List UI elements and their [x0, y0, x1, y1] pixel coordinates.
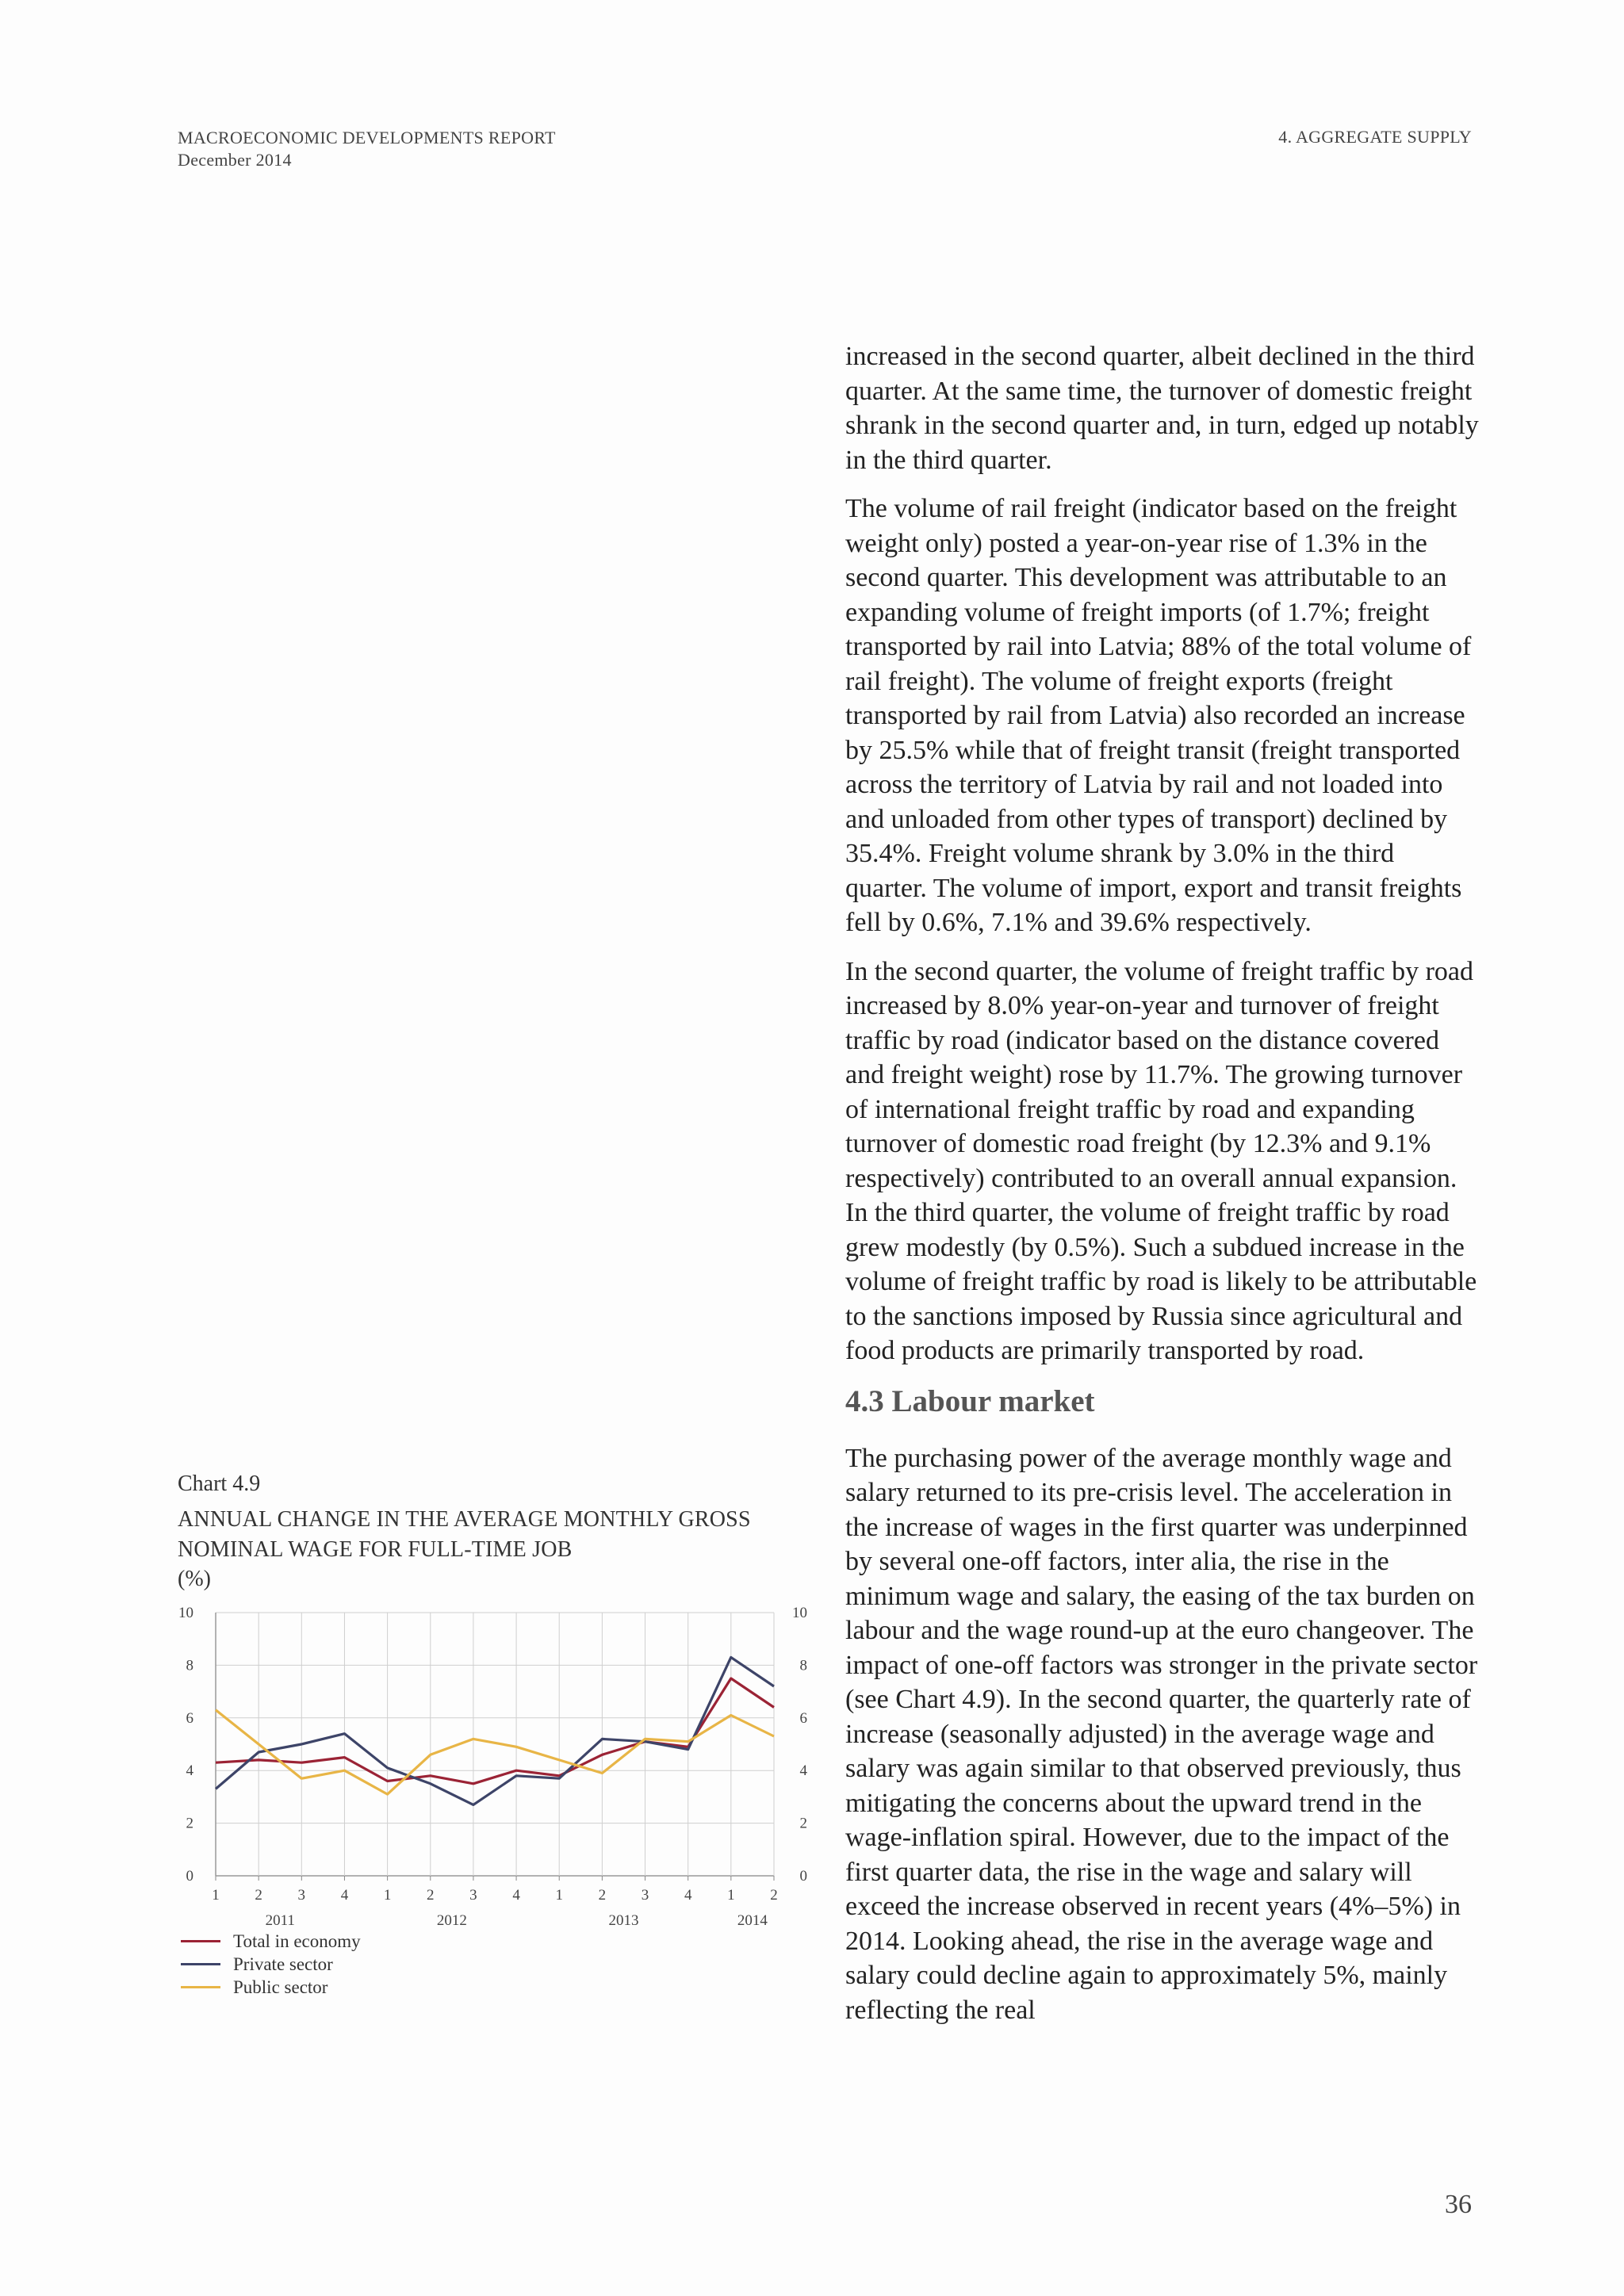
y-tick-label-left: 0	[186, 1868, 193, 1885]
y-tick-label-left: 4	[186, 1762, 193, 1780]
legend-swatch-total	[181, 1940, 220, 1942]
x-tick-label: 1	[727, 1887, 735, 1904]
wage-change-chart	[159, 1586, 833, 1927]
paragraph-3: In the second quarter, the volume of freight traffic by road increased by 8.0% year-on-year and turnover of freight traffic by road (indicator based on the distance covered and freight weight) rose by 11.7%. The growing turnover of international freight traffic by road and expanding turnover of domestic road freight (by 12.3% and 9.1% respectively) contributed to an overall annual expansion. In the third quarter, the volume of freight traffic by road grew modestly (by 0.5%). Such a subdued increase in the volume of freight traffic by road is likely to be attributable to the sanctions imposed by Russia since agricultural and food products are primarily transported by road.	[845, 956, 1477, 1365]
y-tick-label-left: 2	[186, 1815, 193, 1832]
year-label-2012: 2012	[436, 1912, 467, 1927]
x-tick-label: 1	[212, 1887, 220, 1904]
main-text-column	[845, 339, 1480, 2042]
paragraph-1: increased in the second quarter, albeit declined in the third quarter. At the same time, the turnover of domestic freight shrank in the second quarter and, in turn, edged up notably in the third quarter.	[845, 342, 1479, 475]
year-label-2013: 2013	[608, 1912, 639, 1927]
legend-item-private	[181, 1953, 361, 1976]
y-tick-label-right: 4	[799, 1762, 807, 1780]
x-tick-label: 3	[641, 1887, 649, 1904]
x-tick-label: 3	[297, 1887, 306, 1904]
chart-unit: (%)	[178, 1567, 211, 1591]
x-tick-label: 4	[512, 1887, 520, 1904]
chart-title	[178, 1505, 828, 1565]
series-line-1	[216, 1657, 774, 1804]
report-date: December 2014	[178, 150, 292, 170]
page-number: 36	[1445, 2190, 1472, 2219]
legend-swatch-private	[181, 1963, 220, 1965]
y-tick-label-right: 0	[799, 1868, 807, 1885]
paragraph-2: The volume of rail freight (indicator based on the freight weight only) posted a year-on-year rise of 1.3% in the second quarter. This development was attributable to an expanding volume of freight imports (of 1.7%; freight transported by rail into Latvia; 88% of the total volume of rail freight). The volume of freight exports (freight transported by rail from Latvia) also recorded an increase by 25.5% while that of freight transit (freight transported across the territory of Latvia by rail and not loaded into and unloaded from other types of transport) declined by 35.4%. Freight volume shrank by 3.0% in the third quarter. The volume of import, export and transit freights fell by 0.6%, 7.1% and 39.6% respectively.	[845, 494, 1472, 937]
report-title: MACROECONOMIC DEVELOPMENTS REPORT	[178, 128, 556, 147]
x-tick-label: 2	[770, 1887, 778, 1904]
y-tick-label-left: 8	[186, 1657, 193, 1674]
year-label-2011: 2011	[265, 1912, 295, 1927]
y-tick-label-right: 2	[799, 1815, 807, 1832]
legend-item-public	[181, 1976, 361, 1999]
chart-title-line-2: NOMINAL WAGE FOR FULL-TIME JOB	[178, 1537, 573, 1562]
section-header: 4. AGGREGATE SUPPLY	[1278, 127, 1472, 147]
y-tick-label-left: 10	[178, 1605, 193, 1621]
x-tick-label: 1	[383, 1887, 392, 1904]
legend-item-total	[181, 1930, 361, 1953]
chart-legend	[181, 1930, 361, 1999]
x-tick-label: 4	[684, 1887, 692, 1904]
y-tick-label-right: 8	[799, 1657, 807, 1674]
chart-title-line-1: ANNUAL CHANGE IN THE AVERAGE MONTHLY GROSS	[178, 1507, 751, 1532]
legend-label-public: Public sector	[233, 1976, 328, 1997]
y-tick-label-left: 6	[186, 1709, 193, 1727]
legend-label-total: Total in economy	[233, 1931, 361, 1951]
x-tick-label: 3	[469, 1887, 477, 1904]
x-tick-label: 2	[598, 1887, 607, 1904]
series-line-2	[216, 1710, 774, 1794]
legend-label-private: Private sector	[233, 1954, 333, 1974]
x-tick-label: 2	[427, 1887, 435, 1904]
legend-swatch-public	[181, 1986, 220, 1988]
chart-number: Chart 4.9	[178, 1471, 261, 1496]
section-title: 4.3 Labour market	[845, 1383, 1095, 1418]
y-tick-label-right: 10	[792, 1605, 807, 1621]
chart-caption	[178, 1470, 828, 1594]
series-line-0	[216, 1678, 774, 1784]
x-tick-label: 2	[255, 1887, 262, 1904]
year-label-2014: 2014	[737, 1912, 768, 1927]
running-header-left	[178, 127, 556, 171]
x-tick-label: 4	[340, 1887, 349, 1904]
x-tick-label: 1	[555, 1887, 563, 1904]
y-tick-label-right: 6	[799, 1709, 807, 1727]
paragraph-4: The purchasing power of the average monthly wage and salary returned to its pre-crisis level. The acceleration in the increase of wages in the first quarter was underpinned by several one-off factors, inter alia, the rise in the minimum wage and salary, the easing of the tax burden on labour and the wage round-up at the euro changeover. The impact of one-off factors was stronger in the private sector (see Chart 4.9). In the second quarter, the quarterly rate of increase (seasonally adjusted) in the average wage and salary was again similar to that observed previously, thus mitigating the concerns about the upward trend in the wage-inflation spiral. However, due to the impact of the first quarter data, the rise in the wage and salary will exceed the increase observed in recent years (4%–5%) in 2014. Looking ahead, the rise in the average wage and salary could decline again to approximately 5%, mainly reflecting the real	[845, 1443, 1478, 2025]
